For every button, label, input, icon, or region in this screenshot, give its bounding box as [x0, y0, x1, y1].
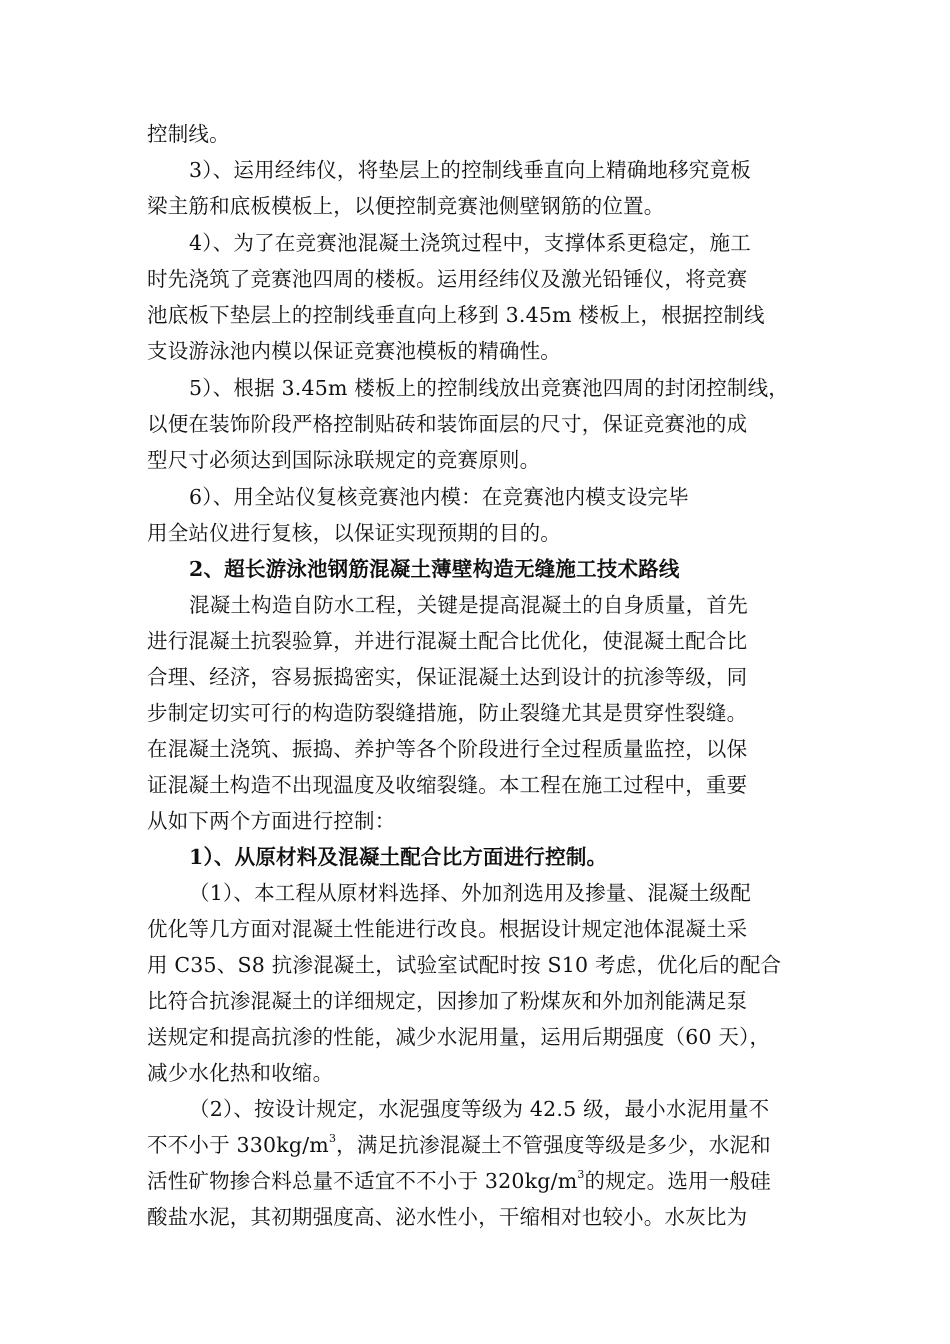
paragraph-line: 比符合抗渗混凝土的详细规定，因掺加了粉煤灰和外加剂能满足泵 — [147, 989, 748, 1013]
paragraph-line: 在混凝土浇筑、振捣、养护等各个阶段进行全过程质量监控，以保 — [147, 737, 748, 761]
line-text-part: 不不小于 330kg/m — [147, 1133, 329, 1157]
paragraph-line: 控制线。 — [147, 122, 230, 146]
paragraph-line: 5）、根据 3.45m 楼板上的控制线放出竞赛池四周的封闭控制线， — [189, 376, 790, 400]
paragraph-line: 用全站仪进行复核，以保证实现预期的目的。 — [147, 521, 561, 545]
paragraph-line: 3）、运用经纬仪，将垫层上的控制线垂直向上精确地移究竟板 — [189, 158, 751, 182]
paragraph-line: 合理、经济，容易振捣密实，保证混凝土达到设计的抗渗等级，同 — [147, 665, 748, 689]
superscript: 3 — [577, 1168, 585, 1182]
paragraph-line: 池底板下垫层上的控制线垂直向上移到 3.45m 楼板上，根据控制线 — [147, 303, 765, 327]
paragraph-line: 混凝土构造自防水工程，关键是提高混凝土的自身质量，首先 — [189, 593, 748, 617]
paragraph-line: 步制定切实可行的构造防裂缝措施，防止裂缝尤其是贯穿性裂缝。 — [147, 701, 748, 725]
line-text-part: 的规定。选用一般硅 — [584, 1169, 771, 1193]
paragraph-line: 从如下两个方面进行控制： — [147, 809, 396, 833]
paragraph-line: 梁主筋和底板模板上，以便控制竞赛池侧壁钢筋的位置。 — [147, 194, 665, 218]
paragraph-line: （2）、按设计规定，水泥强度等级为 42.5 级，最小水泥用量不 — [189, 1097, 770, 1121]
paragraph-line — [147, 1128, 771, 1162]
paragraph-line: 证混凝土构造不出现温度及收缩裂缝。本工程在施工过程中，重要 — [147, 773, 748, 797]
paragraph-line: 减少水化热和收缩。 — [147, 1061, 334, 1085]
paragraph-line: 6）、用全站仪复核竞赛池内模：在竞赛池内模支设完毕 — [189, 485, 689, 509]
paragraph-line: 进行混凝土抗裂验算，并进行混凝土配合比优化，使混凝土配合比 — [147, 629, 748, 653]
subsection-heading: 1）、从原材料及混凝土配合比方面进行控制。 — [189, 845, 608, 869]
paragraph-line — [147, 1164, 771, 1198]
paragraph-line: 酸盐水泥，其初期强度高、泌水性小，干缩相对也较小。水灰比为 — [147, 1205, 748, 1229]
paragraph-line: 时先浇筑了竞赛池四周的楼板。运用经纬仪及激光铅锤仪，将竞赛 — [147, 267, 748, 291]
line-text-part: ，满足抗渗混凝土不管强度等级是多少，水泥和 — [336, 1133, 771, 1157]
line-text-part: 活性矿物掺合料总量不适宜不不小于 320kg/m — [147, 1169, 578, 1193]
paragraph-line: （1）、本工程从原材料选择、外加剂选用及掺量、混凝土级配 — [189, 881, 751, 905]
paragraph-line: 优化等几方面对混凝土性能进行改良。根据设计规定池体混凝土采 — [147, 917, 748, 941]
paragraph-line: 支设游泳池内模以保证竞赛池模板的精确性。 — [147, 339, 561, 363]
paragraph-line: 用 C35、S8 抗渗混凝土，试验室试配时按 S10 考虑，优化后的配合 — [147, 953, 782, 977]
superscript: 3 — [328, 1132, 337, 1146]
paragraph-line: 4）、为了在竞赛池混凝土浇筑过程中，支撑体系更稳定，施工 — [189, 231, 751, 255]
section-heading: 2、超长游泳池钢筋混凝土薄壁构造无缝施工技术路线 — [189, 557, 680, 581]
paragraph-line: 送规定和提高抗渗的性能，减少水泥用量，运用后期强度（60 天）， — [147, 1025, 771, 1049]
paragraph-line: 以便在装饰阶段严格控制贴砖和装饰面层的尺寸，保证竞赛池的成 — [147, 412, 748, 436]
paragraph-line: 型尺寸必须达到国际泳联规定的竞赛原则。 — [147, 448, 541, 472]
